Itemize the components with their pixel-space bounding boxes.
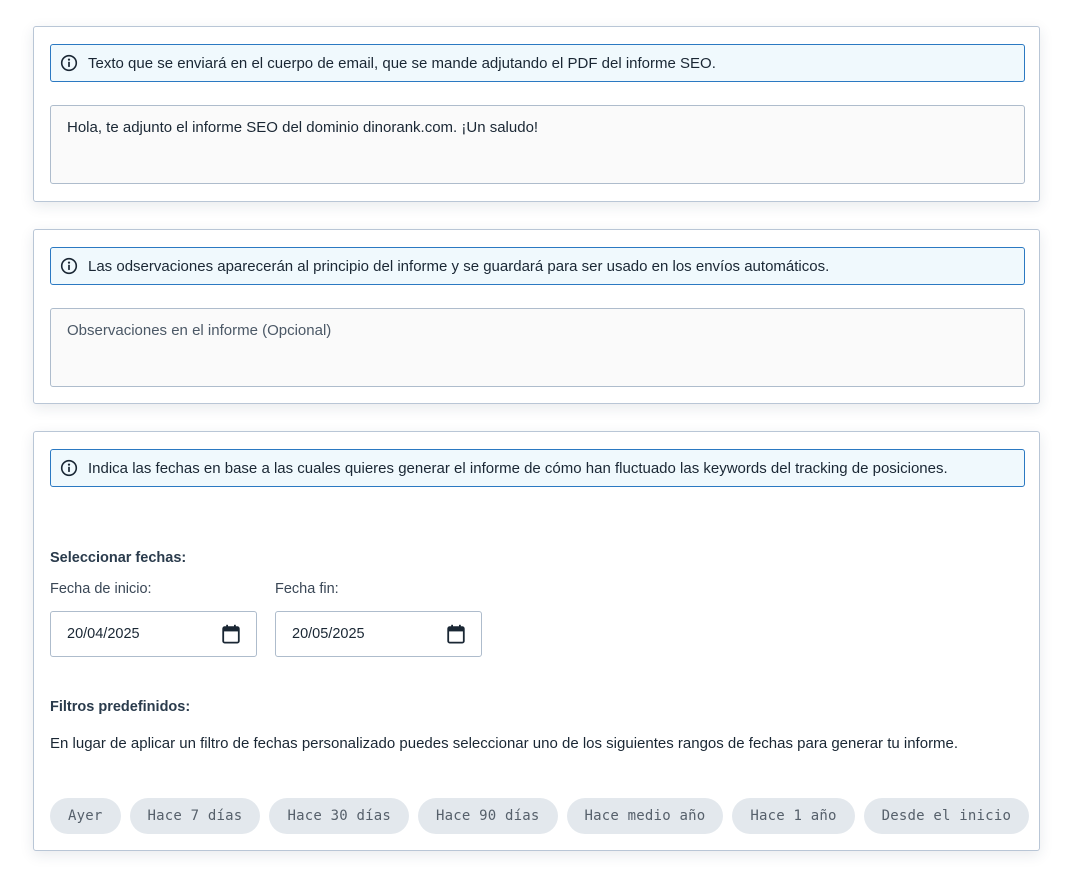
start-date-value: 20/04/2025 [67, 626, 140, 642]
dates-card [33, 431, 1040, 851]
observations-field[interactable] [50, 308, 1025, 387]
calendar-icon[interactable] [222, 624, 240, 644]
filters-description: En lugar de aplicar un filtro de fechas personalizado puedes seleccionar uno de los siguientes rangos de fechas para generar tu informe. [50, 735, 959, 752]
calendar-icon[interactable] [447, 624, 465, 644]
email-info-box [50, 44, 1025, 82]
info-circle-icon [60, 54, 78, 72]
email-body-card [33, 26, 1040, 202]
filter-1-year-button[interactable]: Hace 1 año [732, 798, 854, 834]
email-body-value: Hola, te adjunto el informe SEO del dominio dinorank.com. ¡Un saludo! [67, 119, 539, 136]
filter-from-start-button[interactable]: Desde el inicio [864, 798, 1029, 834]
end-date-label: Fecha fin: [275, 581, 339, 597]
end-date-value: 20/05/2025 [292, 626, 365, 642]
filter-7-days-button[interactable]: Hace 7 días [130, 798, 261, 834]
start-date-input[interactable] [50, 611, 257, 657]
observations-card [33, 229, 1040, 404]
dates-info-text: Indica las fechas en base a las cuales quieres generar el informe de cómo han fluctuado las keywords del tracking de posiciones. [88, 459, 948, 477]
filters-title: Filtros predefinidos: [50, 699, 191, 715]
end-date-input[interactable] [275, 611, 482, 657]
email-body-field[interactable] [50, 105, 1025, 184]
info-circle-icon [60, 459, 78, 477]
start-date-label: Fecha de inicio: [50, 581, 152, 597]
dates-info-box [50, 449, 1025, 487]
observations-info-text: Las odservaciones aparecerán al principio del informe y se guardará para ser usado en los envíos automáticos. [88, 257, 830, 275]
filter-half-year-button[interactable]: Hace medio año [567, 798, 724, 834]
filter-30-days-button[interactable]: Hace 30 días [269, 798, 409, 834]
filter-chips [50, 798, 1029, 834]
select-dates-title: Seleccionar fechas: [50, 550, 187, 566]
filter-90-days-button[interactable]: Hace 90 días [418, 798, 558, 834]
observations-info-box [50, 247, 1025, 285]
filter-yesterday-button[interactable]: Ayer [50, 798, 121, 834]
email-info-text: Texto que se enviará en el cuerpo de email, que se mande adjutando el PDF del informe SEO. [88, 54, 716, 72]
info-circle-icon [60, 257, 78, 275]
